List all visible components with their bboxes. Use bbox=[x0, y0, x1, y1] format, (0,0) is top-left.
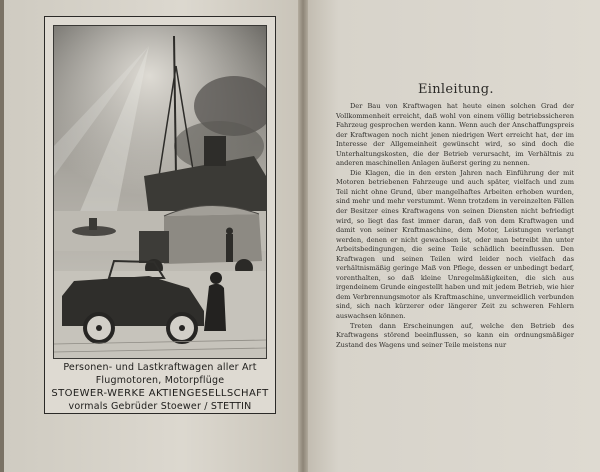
advertisement-text bbox=[45, 361, 275, 413]
chapter-body bbox=[336, 102, 574, 350]
paragraph-1: Der Bau von Kraftwagen hat heute einen solchen Grad der Vollkommenheit erreicht, daß wohl von einem völlig betriebssicheren Fahrzeug gesprochen werden kann. Wenn auch der Anschaffungspreis der Kraftwagen noch nicht jenen niedrigen Wert erreicht hat, der im Interesse der Allgemeinheit gewünscht wird, so sind doch die Unterhaltungskosten, die der Betrieb verursacht, im Verhältnis zu anderen maschinellen Anlagen äußerst gering zu nennen. bbox=[336, 102, 574, 168]
paragraph-3: Treten dann Erscheinungen auf, welche den Betrieb des Kraftwagens störend beeinflussen, so kann ein ordnungsmäßiger Zustand des Wagens und seiner Teile meistens nur bbox=[336, 321, 574, 349]
advertisement-illustration-frame bbox=[53, 25, 267, 359]
ad-company-name: STOEWER-WERKE AKTIENGESELLSCHAFT bbox=[51, 388, 269, 399]
advertisement bbox=[44, 16, 276, 414]
paragraph-2: Die Klagen, die in den ersten Jahren nach Einführung der mit Motoren betriebenen Fahrzeuge und auch später, vielfach und zum Teil nicht ohne Grund, über mangelhaftes Arbeiten erhoben wurden, sind mehr und mehr verstummt. Wenn trotzdem in vereinzelten Fällen der Besitzer eines Kraftwagens von seinen Diensten nicht befriedigt wird, so liegt das fast immer daran, daß von dem Kraftwagen und damit von seiner Kraftmaschine, dem Motor, Leistungen verlangt werden, denen er nicht gewachsen ist, oder man betreibt ihn unter Arbeitsbedingungen, die seine Teile schädlich beeinflussen. Den Kraftwagen und seinen Teilen wird leider noch vielfach das verhältnismäßig geringe Maß von Pflege, dessen er unbedingt bedarf, vorenthalten, so daß kleine Unregelmäßigkeiten, die sich aus irgendeinem Grunde eingestellt haben und mit jedem Betrieb, wie hier dem Verbrennungsmotor als Kraftmaschine, unvermeidlich verbunden sind, sich nach kürzerer oder längerer Zeit zu schweren Fehlern auswachsen können. bbox=[336, 168, 574, 321]
book-gutter bbox=[298, 0, 308, 472]
ad-product-line-2: Flugmotoren, Motorpflüge bbox=[95, 375, 225, 386]
ad-company-location: vormals Gebrüder Stoewer / STETTIN bbox=[68, 401, 252, 412]
ad-product-line: Personen- und Lastkraftwagen aller Art bbox=[63, 362, 257, 373]
chapter-heading: Einleitung. bbox=[418, 82, 494, 97]
left-page bbox=[4, 0, 302, 472]
harbor-automobile-illustration bbox=[54, 26, 266, 358]
